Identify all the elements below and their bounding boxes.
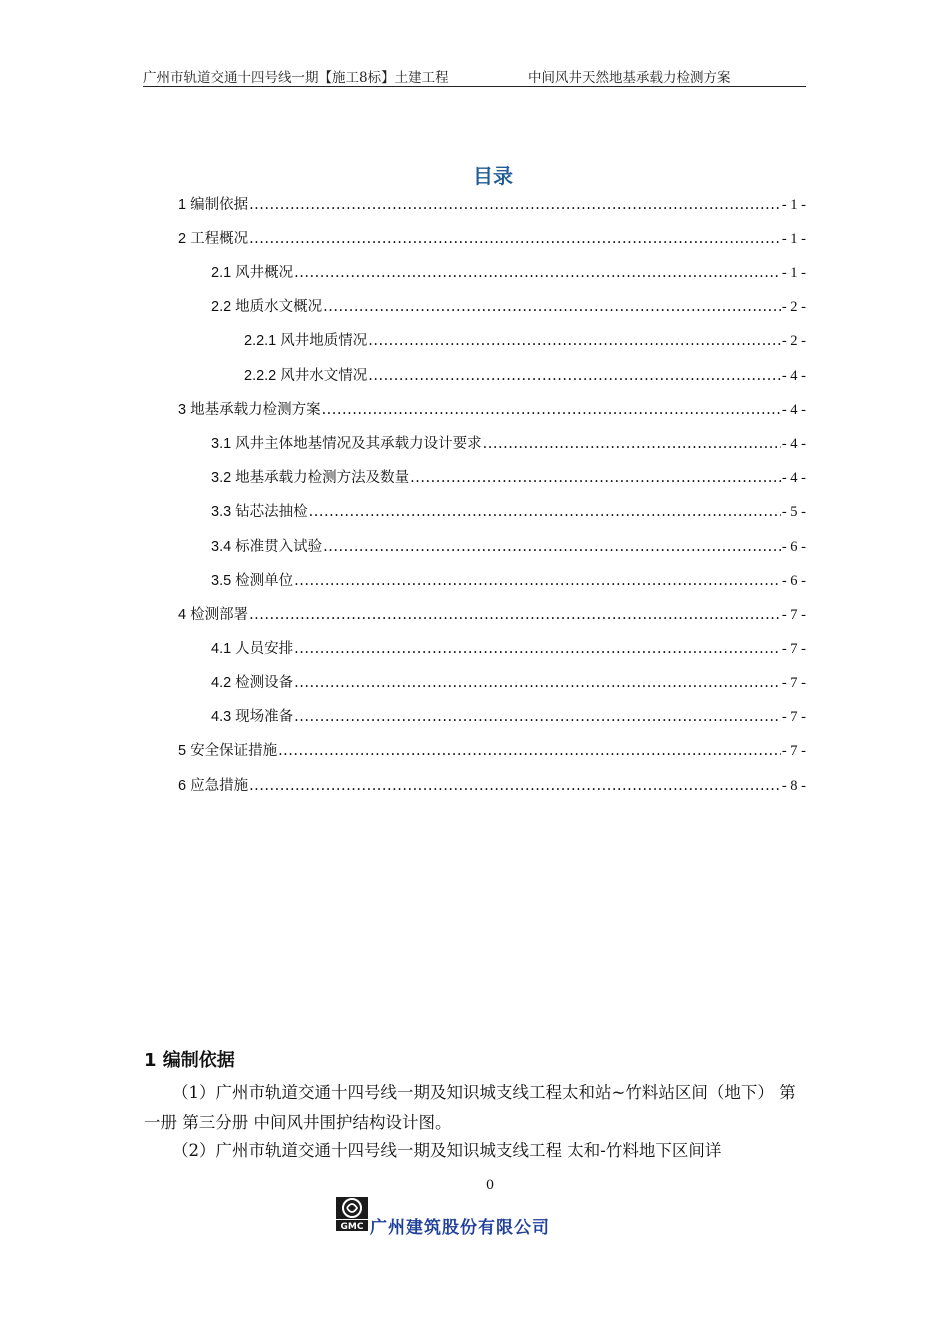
toc-entry-page: - 7 - <box>781 709 806 725</box>
toc-entry-label: 风井概况 <box>235 265 294 281</box>
body-paragraph: （2）广州市轨道交通十四号线一期及知识城支线工程 太和-竹料地下区间详 <box>172 1141 722 1160</box>
toc-entry-page: - 4 - <box>781 368 806 384</box>
header-document-title: 中间风井天然地基承载力检测方案 <box>528 70 731 86</box>
logo-text: GMC <box>340 1222 364 1232</box>
toc-entry-label: 现场准备 <box>235 709 294 725</box>
toc-leader-dots <box>249 778 781 794</box>
toc-entry-number: 2.2.1 <box>244 333 277 349</box>
toc-entry[interactable] <box>211 466 806 486</box>
toc-entry-label: 检测设备 <box>235 675 294 691</box>
toc-entry[interactable] <box>211 432 806 452</box>
toc-entry-label: 地基承载力检测方法及数量 <box>235 470 410 486</box>
toc-leader-dots <box>323 539 781 555</box>
toc-entry[interactable] <box>178 398 806 418</box>
toc-entry-page: - 4 - <box>781 470 806 486</box>
toc-leader-dots <box>249 607 781 623</box>
toc-entry[interactable] <box>178 774 806 794</box>
toc-entry-number: 4 <box>178 607 187 623</box>
company-logo-icon <box>335 1196 369 1232</box>
toc-entry-number: 5 <box>178 743 187 759</box>
toc-entry-page: - 2 - <box>781 333 806 349</box>
toc-entry-number: 4.1 <box>211 641 232 657</box>
toc-entry-label: 钻芯法抽检 <box>235 504 308 520</box>
company-name: 广州建筑股份有限公司 <box>370 1218 550 1238</box>
toc-entry[interactable] <box>211 295 806 315</box>
toc-leader-dots <box>309 504 781 520</box>
toc-entry-page: - 1 - <box>781 197 806 213</box>
toc-entry-page: - 7 - <box>781 641 806 657</box>
toc-entry-number: 2 <box>178 231 187 247</box>
toc-entry-page: - 7 - <box>781 743 806 759</box>
toc-entry-number: 3.4 <box>211 539 232 555</box>
toc-leader-dots <box>368 333 781 349</box>
toc-entry-page: - 1 - <box>781 231 806 247</box>
toc-leader-dots <box>278 743 781 759</box>
toc-entry[interactable] <box>211 261 806 281</box>
section-heading: 1 编制依据 <box>144 1050 235 1071</box>
toc-entry[interactable] <box>244 329 806 349</box>
toc-entry-label: 应急措施 <box>190 778 249 794</box>
toc-leader-dots <box>294 573 781 589</box>
toc-entry[interactable] <box>211 705 806 725</box>
toc-entry[interactable] <box>178 193 806 213</box>
toc-leader-dots <box>294 641 781 657</box>
toc-entry-label: 风井主体地基情况及其承载力设计要求 <box>235 436 482 452</box>
toc-entry-page: - 7 - <box>781 675 806 691</box>
toc-leader-dots <box>294 675 781 691</box>
toc-leader-dots <box>249 197 781 213</box>
toc-leader-dots <box>322 402 781 418</box>
toc-leader-dots <box>483 436 781 452</box>
toc-entry-number: 3.3 <box>211 504 232 520</box>
toc-entry-label: 风井水文情况 <box>280 368 368 384</box>
toc-entry-page: - 6 - <box>781 573 806 589</box>
toc-entry-page: - 4 - <box>781 436 806 452</box>
toc-entry-page: - 7 - <box>781 607 806 623</box>
toc-title: 目录 <box>473 164 513 188</box>
toc-entry-number: 2.2 <box>211 299 232 315</box>
toc-entry-number: 3.2 <box>211 470 232 486</box>
header-project-title: 广州市轨道交通十四号线一期【施工8标】土建工程 <box>143 70 449 86</box>
toc-entry-label: 人员安排 <box>235 641 294 657</box>
toc-entry-page: - 8 - <box>781 778 806 794</box>
toc-entry-label: 风井地质情况 <box>280 333 368 349</box>
toc-entry-number: 6 <box>178 778 187 794</box>
toc-entry-label: 编制依据 <box>190 197 249 213</box>
toc-entry-number: 3 <box>178 402 187 418</box>
toc-entry[interactable] <box>211 671 806 691</box>
body-paragraph: （1）广州市轨道交通十四号线一期及知识城支线工程太和站~竹料站区间（地下） 第一册 第三分册 中间风井围护结构设计图。 <box>144 1083 796 1132</box>
toc-entry-number: 1 <box>178 197 187 213</box>
toc-entry-label: 检测单位 <box>235 573 294 589</box>
toc-entry-number: 2.2.2 <box>244 368 277 384</box>
toc-entry[interactable] <box>178 739 806 759</box>
toc-leader-dots <box>323 299 781 315</box>
toc-entry[interactable] <box>211 637 806 657</box>
toc-entry-label: 地基承载力检测方案 <box>190 402 321 418</box>
toc-entry-page: - 1 - <box>781 265 806 281</box>
toc-entry-number: 2.1 <box>211 265 232 281</box>
toc-entry-page: - 2 - <box>781 299 806 315</box>
toc-entry[interactable] <box>178 603 806 623</box>
toc-entry-number: 3.1 <box>211 436 232 452</box>
toc-entry[interactable] <box>211 500 806 520</box>
toc-leader-dots <box>410 470 781 486</box>
toc-entry-page: - 6 - <box>781 539 806 555</box>
toc-leader-dots <box>249 231 781 247</box>
page-number: 0 <box>485 1178 495 1193</box>
toc-entry-label: 标准贯入试验 <box>235 539 323 555</box>
toc-entry-label: 地质水文概况 <box>235 299 323 315</box>
toc-leader-dots <box>294 709 781 725</box>
toc-leader-dots <box>368 368 781 384</box>
toc-entry[interactable] <box>211 535 806 555</box>
toc-entry[interactable] <box>211 569 806 589</box>
toc-leader-dots <box>294 265 781 281</box>
toc-entry-page: - 4 - <box>781 402 806 418</box>
toc-entry-number: 4.3 <box>211 709 232 725</box>
toc-entry-number: 4.2 <box>211 675 232 691</box>
toc-entry[interactable] <box>244 364 806 384</box>
toc-entry[interactable] <box>178 227 806 247</box>
toc-entry-label: 检测部署 <box>190 607 249 623</box>
toc-entry-label: 工程概况 <box>190 231 249 247</box>
toc-entry-number: 3.5 <box>211 573 232 589</box>
page-header <box>143 64 806 87</box>
toc-entry-page: - 5 - <box>781 504 806 520</box>
toc-entry-label: 安全保证措施 <box>190 743 278 759</box>
